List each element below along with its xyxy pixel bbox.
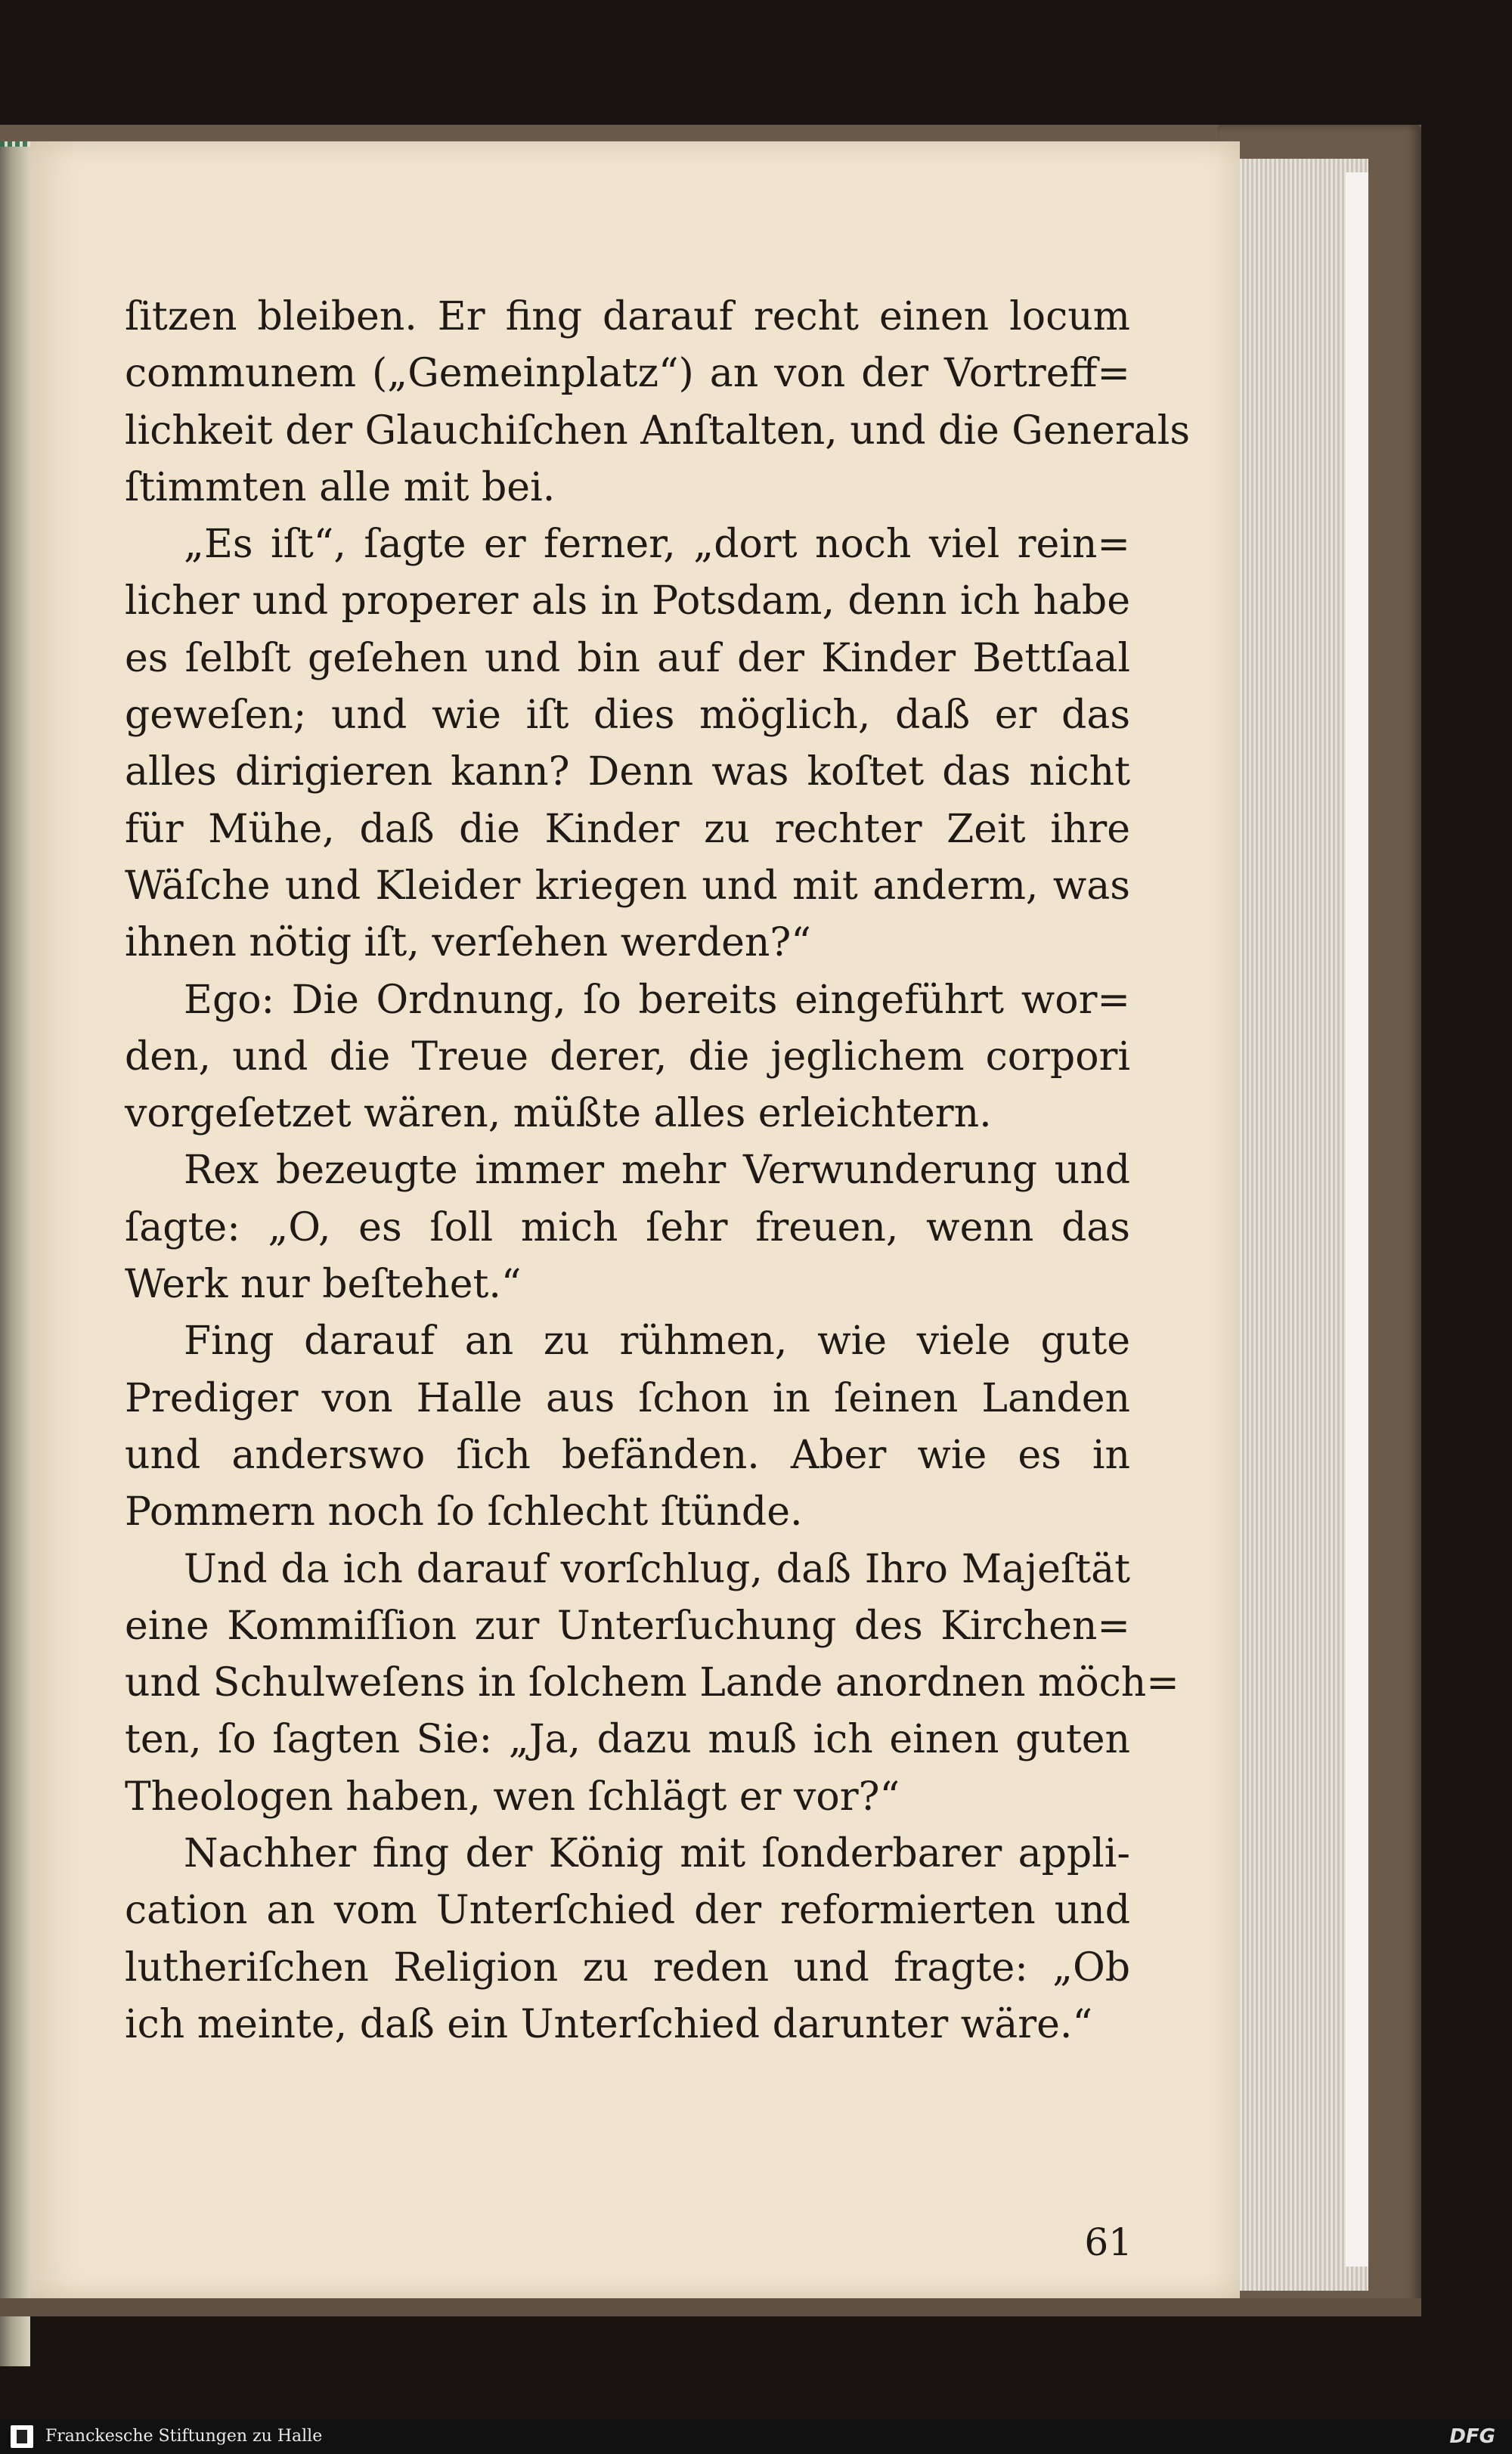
text-line: Wäſche und Kleider kriegen und mit anderm, was — [125, 863, 1130, 909]
book-cover-bottom — [0, 2298, 1421, 2316]
text-line: für Mühe, daß die Kinder zu rechter Zeit ihre — [125, 806, 1130, 852]
text-line: ſtimmten alle mit bei. — [125, 464, 556, 510]
text-line: cation an vom Unterſchied der reformierten und — [125, 1888, 1130, 1934]
dfg-logo: DFG — [1449, 2425, 1495, 2448]
book-cover-top — [0, 125, 1421, 141]
text-line: ſitzen bleiben. Er fing darauf recht einen locum — [125, 294, 1130, 339]
text-line: „Es iſt“, ſagte er ferner, „dort noch viel rein= — [184, 522, 1130, 568]
text-line: Fing darauf an zu rühmen, wie viele gute — [184, 1318, 1130, 1365]
text-line: und Schulweſens in ſolchem Lande anordnen möch= — [125, 1660, 1179, 1706]
book-page — [30, 141, 1240, 2298]
text-line: ihnen nötig iſt, verſehen werden?“ — [125, 920, 811, 966]
text-line: lichkeit der Glauchiſchen Anſtalten, und die Generals — [125, 407, 1191, 454]
left-page-edge — [0, 129, 30, 2366]
institution-logo-icon — [11, 2425, 33, 2448]
text-line: Rex bezeugte immer mehr Verwunderung und — [184, 1148, 1130, 1194]
text-line: geweſen; und wie iſt dies möglich, daß er das — [125, 693, 1130, 739]
page-number: 61 — [1084, 2220, 1132, 2264]
text-line: ſagte: „O, es ſoll mich ſehr freuen, wenn das — [125, 1204, 1130, 1250]
institution-name: Franckesche Stiftungen zu Halle — [45, 2427, 323, 2446]
text-line: ten, ſo ſagten Sie: „Ja, dazu muß ich einen guten — [125, 1717, 1130, 1763]
text-line: Und da ich darauf vorſchlug, daß Ihro Majeſtät — [184, 1546, 1130, 1592]
page-stack-edge — [1346, 172, 1368, 2267]
text-line: Nachher fing der König mit ſonderbarer appli- — [184, 1831, 1130, 1877]
text-line: ich meinte, daß ein Unterſchied darunter wäre.“ — [125, 2001, 1093, 2047]
text-line: Ego: Die Ordnung, ſo bereits eingeführt wor= — [184, 977, 1130, 1023]
text-line: lutheriſchen Religion zu reden und fragte: „Ob — [125, 1944, 1130, 1991]
text-line: es ſelbſt geſehen und bin auf der Kinder Bettſaal — [125, 635, 1130, 681]
text-line: communem („Gemeinplatz“) an von der Vortreff= — [125, 351, 1130, 397]
text-line: Pommern noch ſo ſchlecht ſtünde. — [125, 1489, 803, 1535]
body-text — [125, 289, 1191, 2053]
text-line: den, und die Treue derer, die jeglichem corpori — [125, 1033, 1130, 1080]
text-line: und anderswo ſich befänden. Aber wie es in — [125, 1432, 1130, 1478]
text-line: licher und properer als in Potsdam, denn ich habe — [125, 578, 1130, 624]
text-line: Prediger von Halle aus ſchon in ſeinen Landen — [125, 1375, 1130, 1421]
text-line: vorgeſetzet wären, müßte alles erleichtern. — [125, 1091, 992, 1137]
text-line: Theologen haben, wen ſchlägt er vor?“ — [125, 1774, 900, 1820]
text-line: alles dirigieren kann? Denn was koſtet das nicht — [125, 749, 1130, 795]
text-line: eine Kommiſſion zur Unterſuchung des Kirchen= — [125, 1603, 1130, 1649]
text-line: Werk nur beſtehet.“ — [125, 1262, 522, 1308]
